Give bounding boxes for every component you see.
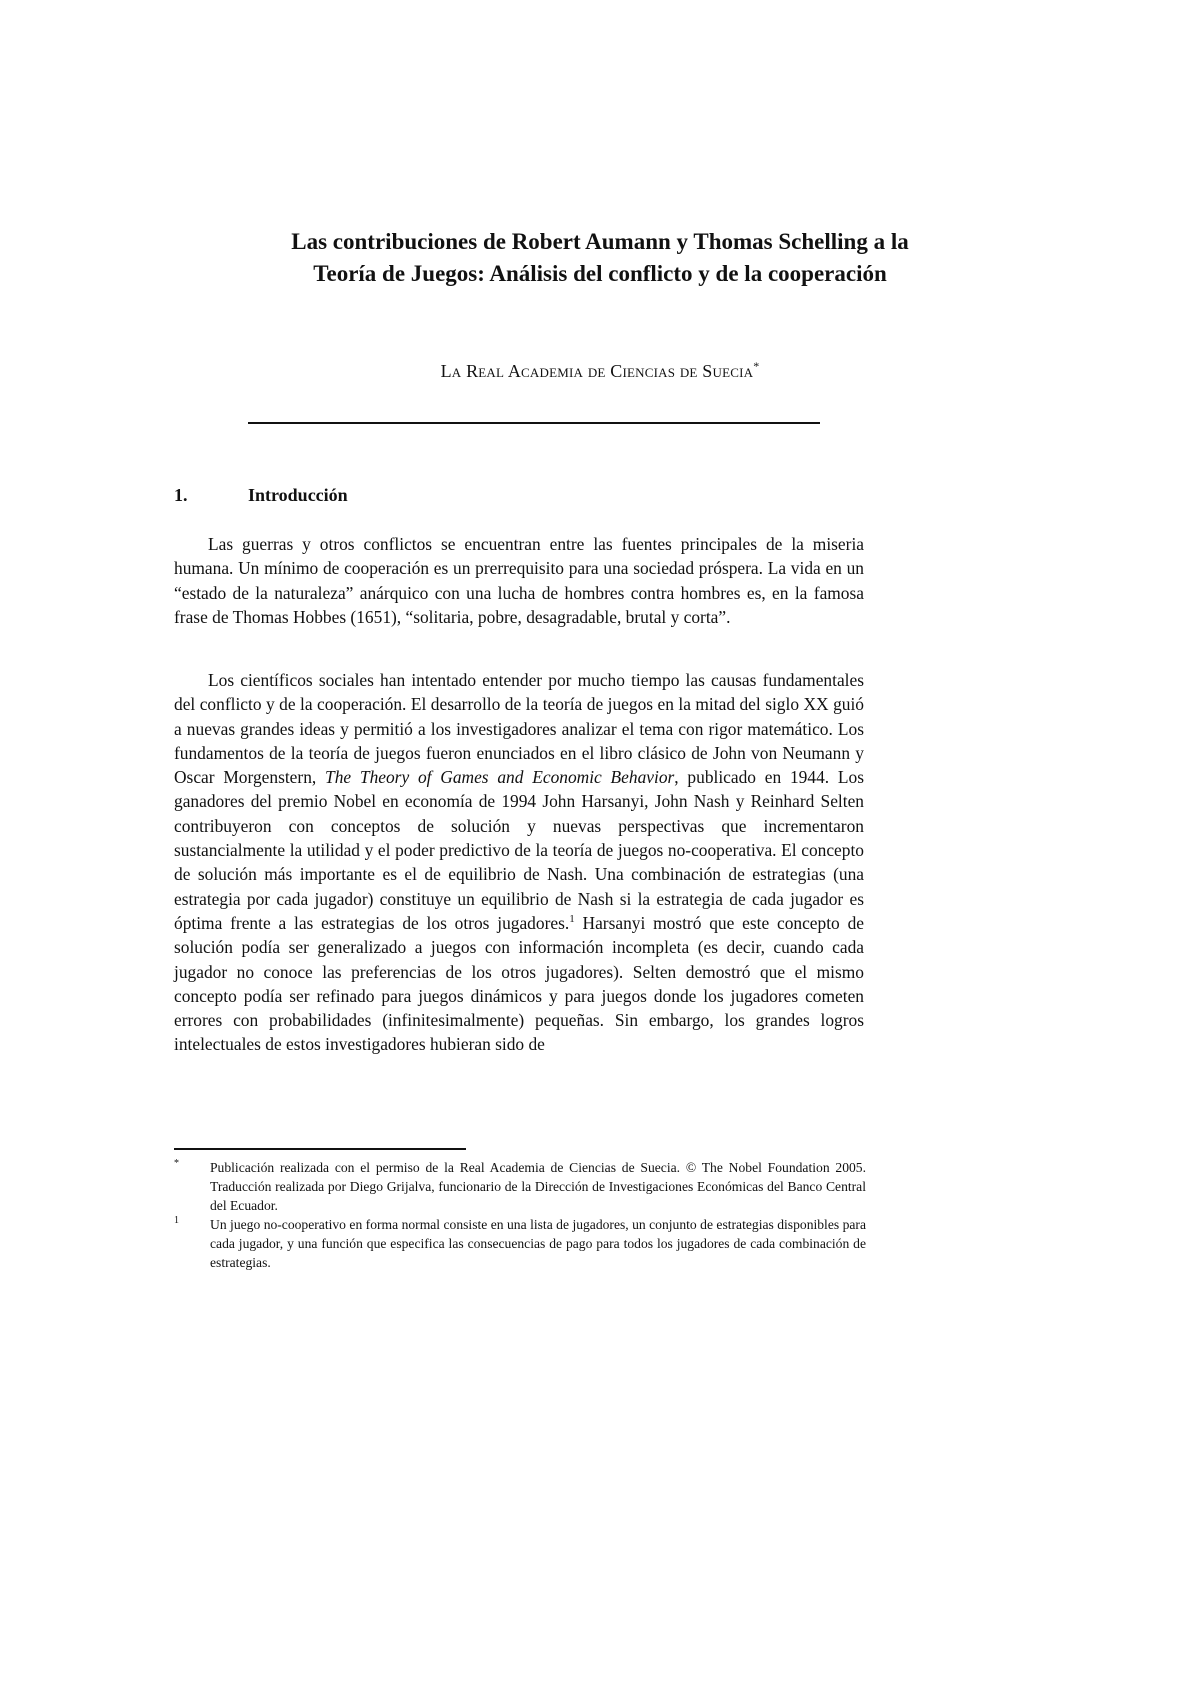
section-heading (174, 483, 874, 507)
footnote-text: Un juego no-cooperativo en forma normal consiste en una lista de jugadores, un conjunto de estrategias disponibles para cada jugador, y una función que especifica las consecuencias de pago para todos los jugadores de cada combinación de estrategias. (210, 1217, 866, 1270)
footnote-reference: 1 (569, 913, 575, 926)
footnotes (174, 1158, 866, 1272)
title-divider (248, 422, 820, 424)
paragraph-2-text-c: Harsanyi mostró que este concepto de solución podía ser generalizado a juegos con información incompleta (es decir, cuando cada jugador no conoce las preferencias de los otros jugadores). Selten demostró que el mismo concepto podía ser refinado para juegos dinámicos y para juegos donde los jugadores cometen errores con probabilidades (infinitesimalmente) pequeñas. Sin embargo, los grandes logros intelectuales de estos investigadores hubieran sido de (174, 912, 864, 1055)
book-title: The Theory of Games and Economic Behavior (325, 767, 675, 788)
section-title: Introducción (248, 485, 348, 505)
footnote-item (174, 1158, 866, 1215)
section-number: 1. (174, 485, 188, 505)
author-name: La Real Academia de Ciencias de Suecia (440, 361, 754, 381)
footnote-item (174, 1215, 866, 1272)
footnote-mark: 1 (174, 1215, 179, 1226)
title-line-2: Teoría de Juegos: Análisis del conflicto y de la cooperación (313, 261, 887, 286)
title-line-1: Las contribuciones de Robert Aumann y Thomas Schelling a la (291, 229, 909, 254)
paragraph-2-text-b: , publicado en 1944. Los ganadores del premio Nobel en economía de 1994 John Harsanyi, John Nash y Reinhard Selten contribuyeron con conceptos de solución y nuevas perspectivas que incrementaron sustancialmente la utilidad y el poder predictivo de la teoría de juegos no-cooperativa. El concepto de solución más importante es el de equilibrio de Nash. Una combinación de estrategias (una estrategia por cada jugador) constituye un equilibrio de Nash si la estrategia de cada jugador es óptima frente a las estrategias de los otros jugadores. (174, 767, 864, 933)
footnote-divider (174, 1148, 466, 1150)
author-line (250, 359, 950, 383)
paragraph-1: Las guerras y otros conflictos se encuentran entre las fuentes principales de la miseria humana. Un mínimo de cooperación es un prerrequisito para una sociedad próspera. La vida en un “estado de la naturaleza” anárquico con una lucha de hombres contra hombres es, en la famosa frase de Thomas Hobbes (1651), “solitaria, pobre, desagradable, brutal y corta”. (174, 534, 864, 627)
document-title (150, 226, 1050, 290)
footnote-text: Publicación realizada con el permiso de la Real Academia de Ciencias de Suecia. © The Nobel Foundation 2005. Traducción realizada por Diego Grijalva, funcionario de la Dirección de Investigaciones Económicas del Banco Central del Ecuador. (210, 1160, 866, 1213)
paragraph-2-text-a: Los científicos sociales han intentado entender por mucho tiempo las causas fundamentales del conflicto y de la cooperación. El desarrollo de la teoría de juegos en la mitad del siglo XX guió a nuevas grandes ideas y permitió a los investigadores analizar el tema con rigor matemático. Los fundamentos de la teoría de juegos fueron enunciados en el libro clásico de John von Neumann y Oscar Morgenstern, (174, 670, 864, 788)
footnote-mark: * (174, 1158, 179, 1169)
paragraph-2 (174, 668, 864, 1057)
author-footnote-mark: * (753, 359, 760, 373)
